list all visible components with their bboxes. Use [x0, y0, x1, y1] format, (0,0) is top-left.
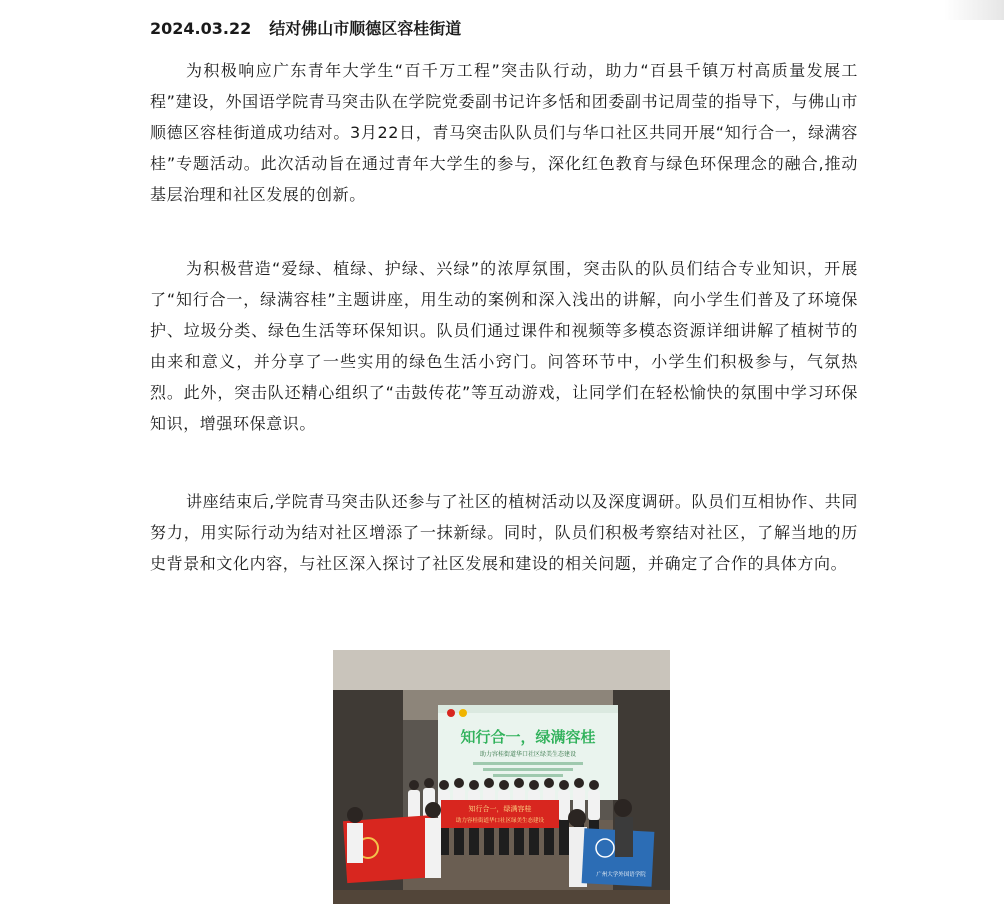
page-corner-shade	[944, 0, 1004, 20]
banner-line-2: 助力容桂街道华口社区绿美生态建设	[455, 818, 545, 824]
article-title	[150, 16, 461, 42]
paragraph-2: 为积极营造“爱绿、植绿、护绿、兴绿”的浓厚氛围，突击队的队员们结合专业知识，开展了“知行合一，绿满容桂”主题讲座，用生动的案例和深入浅出的讲解，向小学生们普及了环境保护、垃圾分类、绿色生活等环保知识。队员们通过课件和视频等多模态资源详细讲解了植树节的由来和意义，并分享了一些实用的绿色生活小窍门。问答环节中，小学生们积极参与，气氛热烈。此外，突击队还精心组织了“击鼓传花”等互动游戏，让同学们在轻松愉快的氛围中学习环保知识，增强环保意识。	[150, 259, 858, 433]
article-date: 2024.03.22	[150, 19, 252, 38]
event-photo	[333, 650, 670, 904]
screen-title: 知行合一，绿满容桂	[460, 728, 596, 746]
screen-subtitle: 助力容桂街道华口社区绿美生态建设	[479, 751, 577, 758]
paragraph-1: 为积极响应广东青年大学生“百千万工程”突击队行动，助力“百县千镇万村高质量发展工程”建设，外国语学院青马突击队在学院党委副书记许多恬和团委副书记周莹的指导下，与佛山市顺德区容桂街道成功结对。3月22日，青马突击队队员们与华口社区共同开展“知行合一，绿满容桂”专题活动。此次活动旨在通过青年大学生的参与，深化红色教育与绿色环保理念的融合,推动基层治理和社区发展的创新。	[150, 61, 858, 204]
article-heading: 结对佛山市顺德区容桂街道	[269, 19, 462, 38]
paragraph-3: 讲座结束后,学院青马突击队还参与了社区的植树活动以及深度调研。队员们互相协作、共同努力，用实际行动为结对社区增添了一抹新绿。同时，队员们积极考察结对社区，了解当地的历史背景和文化内容，与社区深入探讨了社区发展和建设的相关问题，并确定了合作的具体方向。	[150, 492, 858, 573]
banner-line-1: 知行合一，绿满容桂	[468, 805, 532, 813]
blue-flag-text: 广州大学外国语学院	[596, 872, 646, 878]
